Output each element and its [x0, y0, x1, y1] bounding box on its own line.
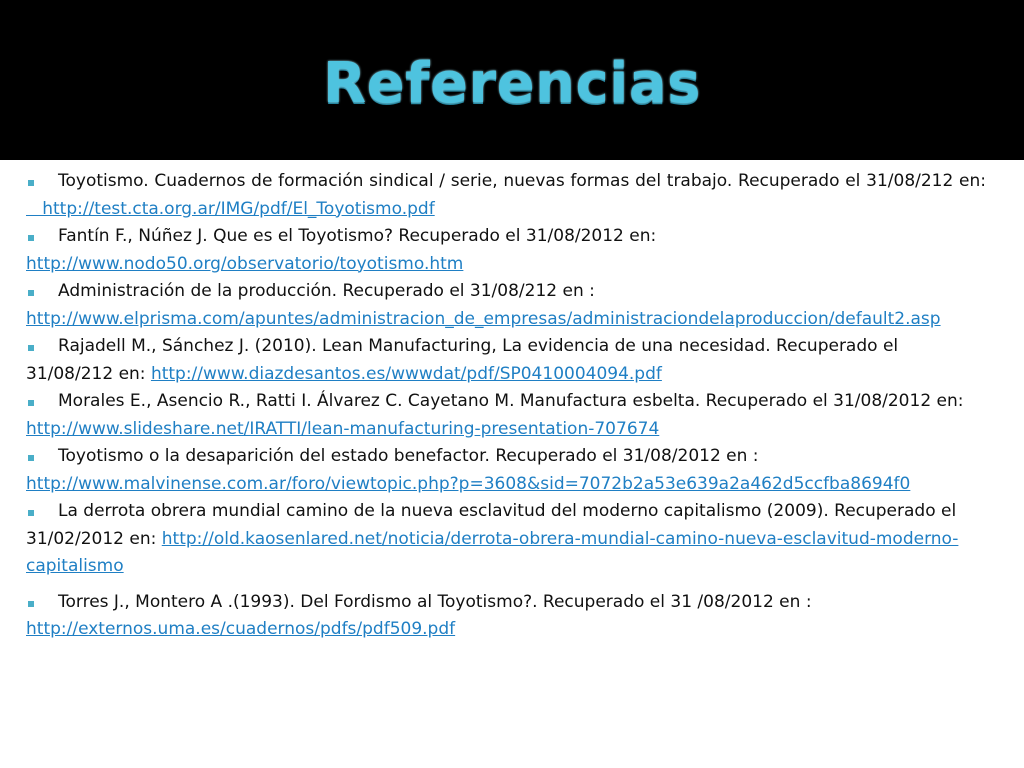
reference-text: Toyotismo o la desaparición del estado benefactor. Recuperado el 31/08/2012 en : — [58, 446, 759, 466]
reference-link[interactable]: http://www.malvinense.com.ar/foro/viewtopic.php?p=3608&sid=7072b2a53e639a2a462d5ccfba8694f0 — [26, 473, 911, 494]
reference-list — [26, 168, 986, 644]
reference-link[interactable]: http://www.slideshare.net/IRATTI/lean-manufacturing-presentation-707674 — [26, 418, 660, 439]
reference-item — [26, 443, 986, 498]
reference-text: Toyotismo. Cuadernos de formación sindical / serie, nuevas formas del trabajo. Recuperado el 31/08/212 en: — [58, 171, 986, 191]
reference-text: Fantín F., Núñez J. Que es el Toyotismo? Recuperado el 31/08/2012 en: — [58, 226, 657, 246]
reference-text: Torres J., Montero A .(1993). Del Fordismo al Toyotismo?. Recuperado el 31 /08/2012 en : — [58, 591, 812, 612]
reference-link[interactable]: http://old.kaosenlared.net/noticia/derrota-obrera-mundial-camino-nueva-esclavitud-moderno-capitalismo — [26, 528, 959, 576]
reference-link[interactable]: http://www.nodo50.org/observatorio/toyotismo.htm — [26, 253, 464, 274]
reference-item — [26, 388, 986, 443]
title-bar — [0, 0, 1024, 160]
reference-item — [26, 278, 986, 333]
reference-item — [26, 168, 986, 223]
bullet-icon — [28, 510, 34, 516]
reference-link[interactable]: http://www.diazdesantos.es/wwwdat/pdf/SP0410004094.pdf — [150, 363, 662, 384]
bullet-icon — [28, 601, 34, 607]
reference-text: Administración de la producción. Recuperado el 31/08/212 en : — [58, 281, 595, 301]
bullet-icon — [28, 345, 34, 351]
reference-item — [26, 333, 986, 388]
reference-text: La derrota obrera mundial camino de la nueva esclavitud del moderno capitalismo (2009). Recuperado el 31/02/2012 en: — [26, 501, 957, 549]
reference-link[interactable]: http://externos.uma.es/cuadernos/pdfs/pdf509.pdf — [26, 619, 456, 639]
page-title: Referencias — [323, 51, 701, 116]
reference-item — [26, 589, 986, 644]
reference-item — [26, 223, 986, 278]
reference-link[interactable]: http://www.elprisma.com/apuntes/administracion_de_empresas/administraciondelaproduccion/default2.asp — [26, 308, 941, 329]
bullet-icon — [28, 400, 34, 406]
reference-text: Morales E., Asencio R., Ratti I. Álvarez C. Cayetano M. Manufactura esbelta. Recuperado el 31/08/2012 en: — [58, 391, 964, 411]
bullet-icon — [28, 455, 34, 461]
reference-link[interactable]: http://test.cta.org.ar/IMG/pdf/El_Toyotismo.pdf — [26, 198, 435, 219]
bullet-icon — [28, 180, 34, 186]
bullet-icon — [28, 290, 34, 296]
reference-text: Rajadell M., Sánchez J. (2010). Lean Manufacturing, La evidencia de una necesidad. Recuperado el 31/08/212 en: — [26, 336, 899, 384]
reference-item — [26, 498, 986, 581]
bullet-icon — [28, 235, 34, 241]
